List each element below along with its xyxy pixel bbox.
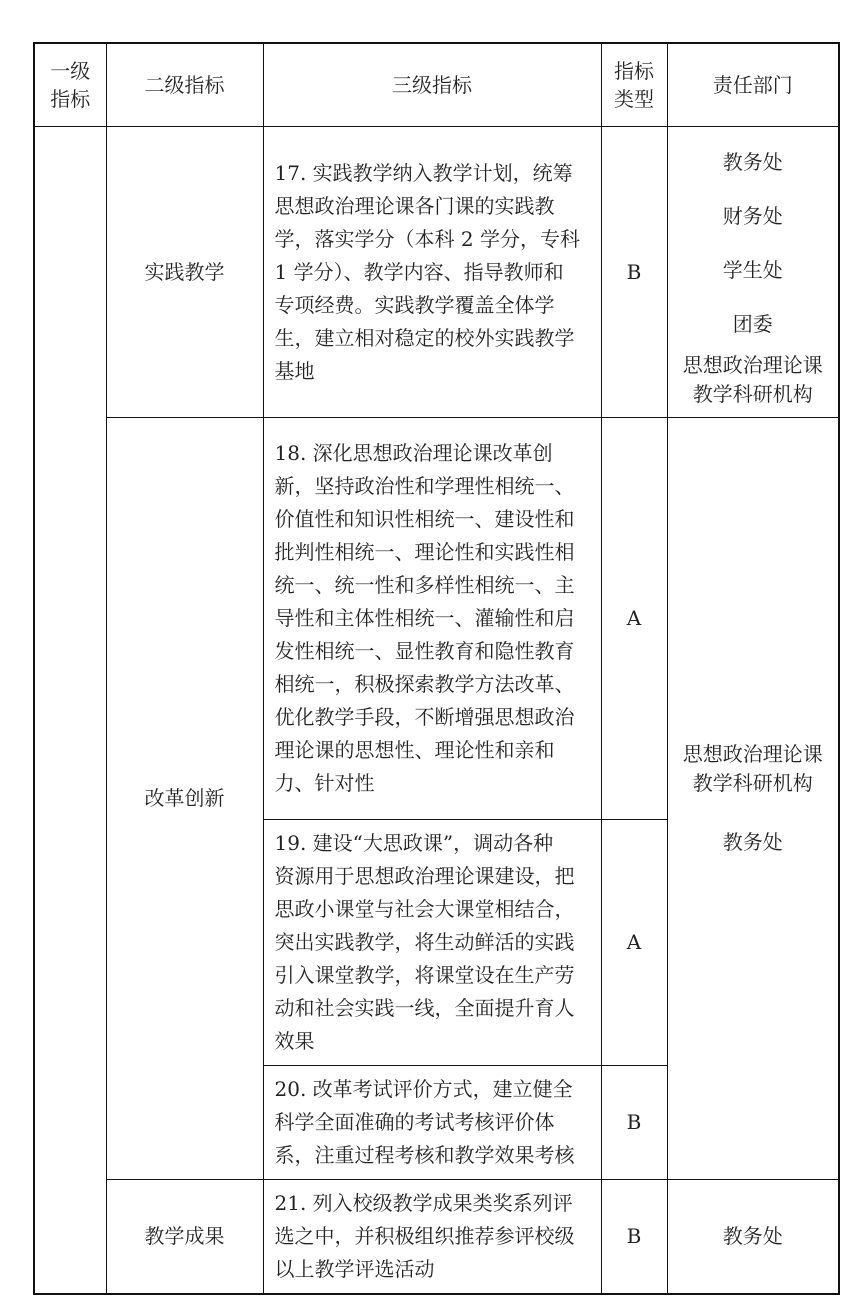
header-row xyxy=(34,43,839,127)
level2-cell: 实践教学 xyxy=(106,127,263,418)
type-cell: A xyxy=(601,418,667,820)
indicator-table xyxy=(33,42,840,1295)
level3-cell: 19. 建设“大思政课”，调动各种 资源用于思想政治理论课建设，把 思政小课堂与社会大课堂相结合， 突出实践教学，将生动鲜活的实践 引入课堂教学，将课堂设在生产劳 动和社会实践一线，全面提升育人 效果 xyxy=(263,820,601,1066)
department: 思想政治理论课 教学科研机构 xyxy=(682,742,823,795)
level1-cell xyxy=(34,127,106,1294)
table-row xyxy=(34,1180,839,1294)
type-cell: A xyxy=(601,820,667,1066)
type-cell: B xyxy=(601,1066,667,1180)
level3-cell: 20. 改革考试评价方式，建立健全 科学全面准确的考试考核评价体 系，注重过程考核和教学效果考核 xyxy=(263,1066,601,1180)
department: 学生处 xyxy=(722,258,783,282)
department-cell: 教务处 xyxy=(667,1180,839,1294)
type-cell: B xyxy=(601,1180,667,1294)
department: 团委 xyxy=(732,312,773,336)
level2-cell: 改革创新 xyxy=(106,418,263,1180)
department: 思想政治理论课 教学科研机构 xyxy=(682,353,823,406)
type-cell: B xyxy=(601,127,667,418)
department-cell xyxy=(667,127,839,418)
table-row xyxy=(34,418,839,820)
header-type: 指标 类型 xyxy=(601,43,667,127)
header-level2: 二级指标 xyxy=(106,43,263,127)
level3-cell: 21. 列入校级教学成果类奖系列评 选之中，并积极组织推荐参评校级 以上教学评选活动 xyxy=(263,1180,601,1294)
level3-cell: 17. 实践教学纳入教学计划，统筹 思想政治理论课各门课的实践教 学，落实学分（本科 2 学分，专科 1 学分）、教学内容、指导教师和 专项经费。实践教学覆盖全体学 生，建立相对稳定的校外实践教学 基地 xyxy=(263,127,601,418)
department: 教务处 xyxy=(722,830,783,854)
department: 财务处 xyxy=(722,204,783,228)
header-level3: 三级指标 xyxy=(263,43,601,127)
header-level1: 一级 指标 xyxy=(34,43,106,127)
level3-cell: 18. 深化思想政治理论课改革创 新，坚持政治性和学理性相统一、 价值性和知识性相统一、建设性和 批判性相统一、理论性和实践性相 统一、统一性和多样性相统一、主 导性和主体性相统一、灌输性和启 发性相统一、显性教育和隐性教育 相统一，积极探索教学方法改革、 优化教学手段，不断增强思想政治 理论课的思想性、理论性和亲和 力、针对性 xyxy=(263,418,601,820)
table-row xyxy=(34,127,839,418)
department-cell xyxy=(667,418,839,1180)
level2-cell: 教学成果 xyxy=(106,1180,263,1294)
department: 教务处 xyxy=(722,150,783,174)
header-department: 责任部门 xyxy=(667,43,839,127)
